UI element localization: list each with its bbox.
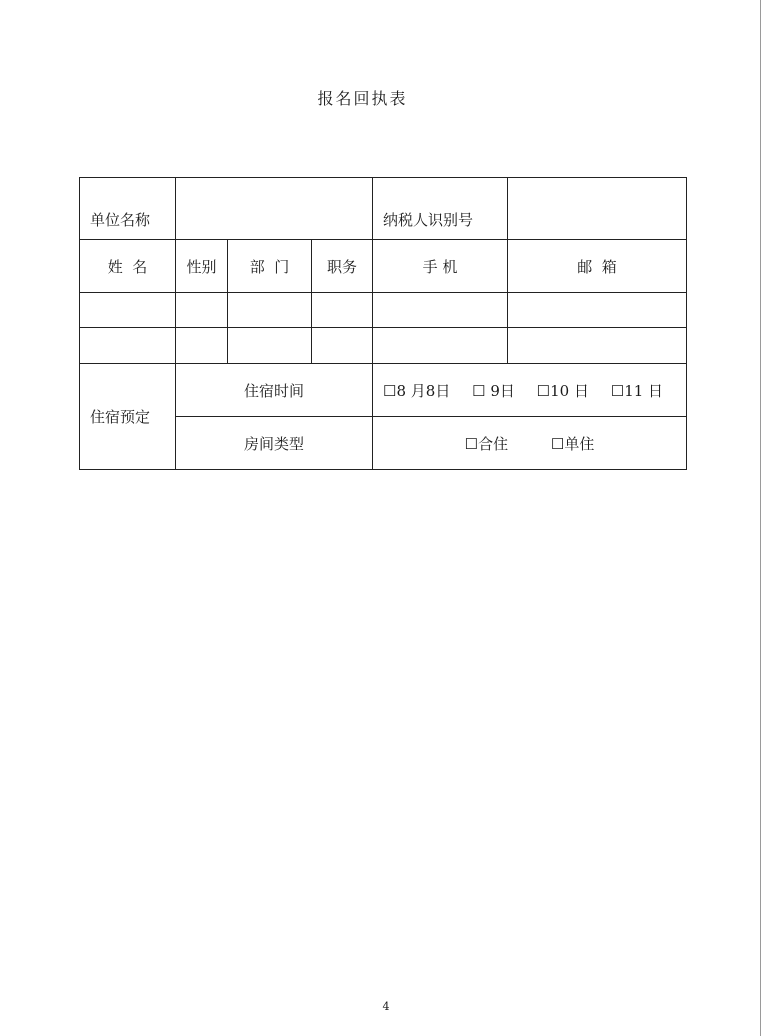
unit-name-label: 单位名称 [80,178,176,240]
email-cell[interactable] [508,328,687,364]
form-title: 报名回执表 [317,89,408,108]
taxpayer-id-field[interactable] [508,178,687,240]
page-number: 4 [382,1000,390,1013]
unit-row [80,178,687,240]
phone-header: 手 机 [373,240,508,293]
name-cell[interactable] [80,293,176,328]
page-edge-rule [760,0,761,1036]
room-checkbox-shared[interactable]: ☐合住 [464,434,509,453]
position-cell[interactable] [312,293,373,328]
name-header: 姓 名 [80,240,176,293]
gender-header: 性别 [176,240,228,293]
room-type-options [373,417,687,470]
room-type-label: 房间类型 [176,417,373,470]
date-checkbox-aug8[interactable]: ☐8 月8日 [383,381,451,400]
header-row [80,240,687,293]
date-checkbox-9[interactable]: ☐ 9日 [472,381,515,400]
date-checkbox-10[interactable]: ☐10 日 [536,381,589,400]
phone-cell[interactable] [373,293,508,328]
gender-cell[interactable] [176,293,228,328]
table-row [80,328,687,364]
taxpayer-id-label: 纳税人识别号 [373,178,508,240]
registration-form-table [79,177,687,470]
department-cell[interactable] [228,328,312,364]
phone-cell[interactable] [373,328,508,364]
department-header: 部 门 [228,240,312,293]
table-row [80,293,687,328]
email-cell[interactable] [508,293,687,328]
position-cell[interactable] [312,328,373,364]
name-cell[interactable] [80,328,176,364]
stay-date-row [80,364,687,417]
stay-date-label: 住宿时间 [176,364,373,417]
gender-cell[interactable] [176,328,228,364]
stay-date-options [373,364,687,417]
email-header: 邮 箱 [508,240,687,293]
position-header: 职务 [312,240,373,293]
date-checkbox-11[interactable]: ☐11 日 [610,381,664,400]
room-checkbox-single[interactable]: ☐单住 [550,434,595,453]
department-cell[interactable] [228,293,312,328]
booking-label: 住宿预定 [80,364,176,470]
unit-name-field[interactable] [176,178,373,240]
